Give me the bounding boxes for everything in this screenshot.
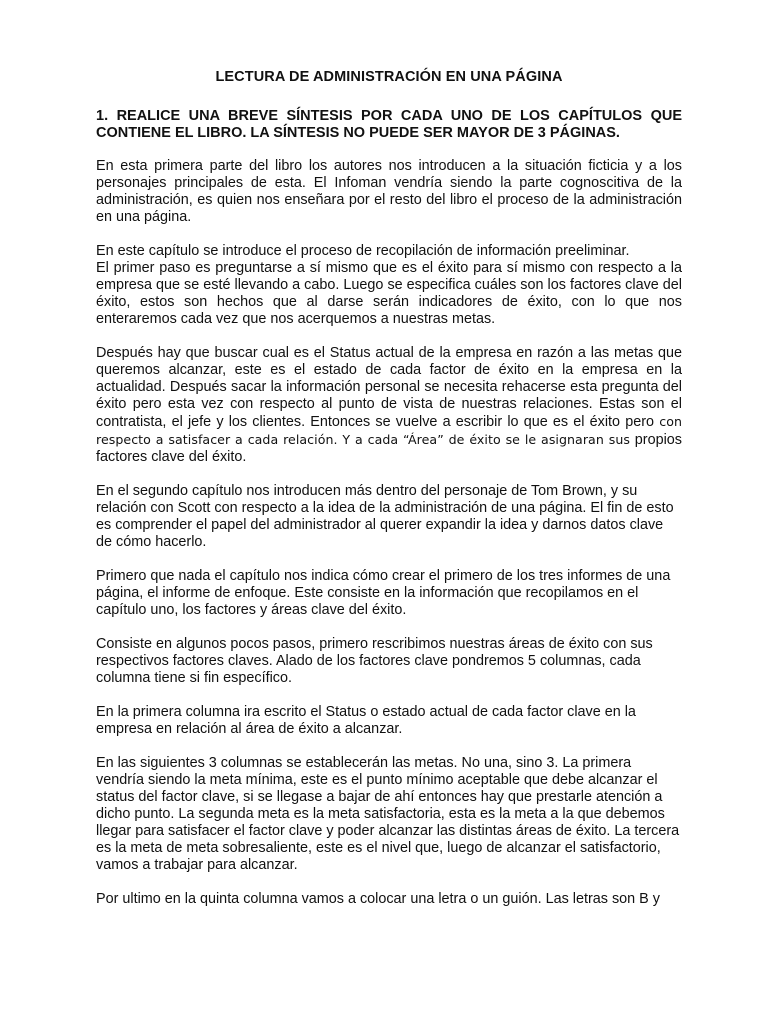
paragraph-3-part-2: con respecto a satisfacer a cada relación. Y a cada “Área” de éxito se le asignaran sus xyxy=(96,414,682,447)
document-title: LECTURA DE ADMINISTRACIÓN EN UNA PÁGINA xyxy=(215,69,563,85)
paragraph-4: En el segundo capítulo nos introducen más dentro del personaje de Tom Brown, y su relación con Scott con respecto a la idea de la administración de una página. El fin de esto es comprender el papel del administrador al querer expandir la idea y darnos datos clave de cómo hacerlo. xyxy=(96,483,674,550)
paragraph-7: En la primera columna ira escrito el Status o estado actual de cada factor clave en la empresa en relación al área de éxito a alcanzar. xyxy=(96,704,636,737)
paragraph-2 xyxy=(96,243,682,328)
paragraph-2-body: El primer paso es preguntarse a sí mismo que es el éxito para sí mismo con respecto a la empresa que se esté llevando a cabo. Luego se especifica cuáles son los factores clave del éxito, estos son hechos que al darse serán indicadores de éxito, con lo que nos enteraremos cada vez que nos acerquemos a nuestras metas. xyxy=(96,260,682,327)
paragraph-9: Por ultimo en la quinta columna vamos a colocar una letra o un guión. Las letras son B y xyxy=(96,891,660,907)
paragraph-6: Consiste en algunos pocos pasos, primero rescribimos nuestras áreas de éxito con sus respectivos factores claves. Alado de los factores clave pondremos 5 columnas, cada columna tiene si fin específico. xyxy=(96,636,653,686)
paragraph-8: En las siguientes 3 columnas se establecerán las metas. No una, sino 3. La primera vendría siendo la meta mínima, este es el punto mínimo aceptable que debe alcanzar el status del factor clave, si se llegase a bajar de ahí entonces hay que prestarle atención a dicho punto. La segunda meta es la meta satisfactoria, esta es la meta a la que debemos llegar para satisfacer el factor clave y poder alcanzar las distintas áreas de éxito. La tercera es la meta de meta sobresaliente, este es el nivel que, luego de alcanzar el satisfactorio, vamos a trabajar para alcanzar. xyxy=(96,755,680,873)
paragraph-3-part-3: propios factores clave del éxito. xyxy=(96,432,682,465)
paragraph-3 xyxy=(96,345,682,466)
paragraph-5: Primero que nada el capítulo nos indica cómo crear el primero de los tres informes de una página, el informe de enfoque. Este consiste en la información que recopilamos en el capítulo uno, los factores y áreas clave del éxito. xyxy=(96,568,671,618)
paragraph-2-line-1: En este capítulo se introduce el proceso de recopilación de información preeliminar. xyxy=(96,243,630,259)
paragraph-3-part-1: Después hay que buscar cual es el Status actual de la empresa en razón a las metas que queremos alcanzar, este es el estado de cada factor de éxito en la empresa en la actualidad. Después sacar la información personal se necesita rehacerse esta pregunta del éxito pero esta vez con respecto al punto de vista de nuestras relaciones. Estas son el contratista, el jefe y los clientes. Entonces se vuelve a escribir lo que es el éxito pero xyxy=(96,345,682,430)
paragraph-1: En esta primera parte del libro los autores nos introducen a la situación ficticia y a los personajes principales de esta. El Infoman vendría siendo la parte cognoscitiva de la administración, es quien nos enseñara por el resto del libro el proceso de la administración en una página. xyxy=(96,158,682,225)
question-heading: 1. REALICE UNA BREVE SÍNTESIS POR CADA UNO DE LOS CAPÍTULOS QUE CONTIENE EL LIBRO. LA SÍNTESIS NO PUEDE SER MAYOR DE 3 PÁGINAS. xyxy=(96,108,682,141)
document-body xyxy=(96,68,682,908)
